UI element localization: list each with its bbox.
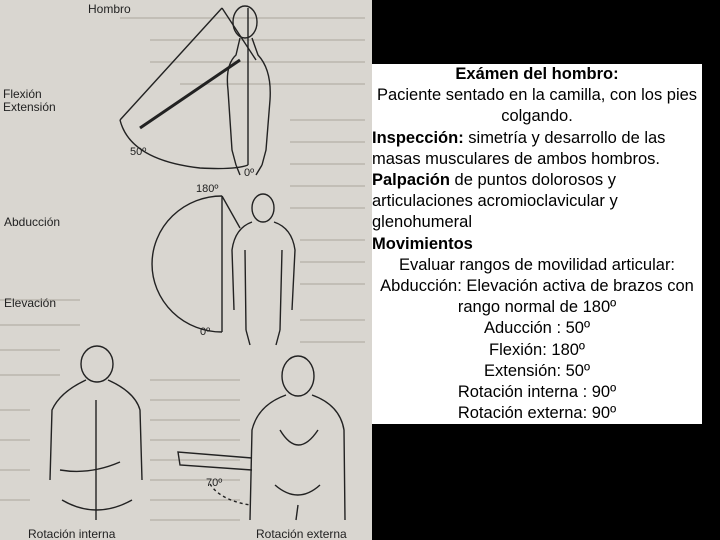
abduccion-line: Abducción: Elevación activa de brazos con rango normal de 180º (372, 276, 702, 318)
abduction-figure (152, 194, 295, 345)
inspeccion-text: simetría y desarrollo de las masas musculares de ambos hombros. (372, 128, 666, 168)
intro-paragraph: Paciente sentado en la camilla, con los pies colgando. (372, 85, 702, 127)
inspeccion-label: Inspección: (372, 128, 464, 147)
palpacion-text: de puntos dolorosos y articulaciones acromioclavicular y glenohumeral (372, 171, 618, 232)
degree-50: 50º (130, 146, 147, 158)
flexion-line: Flexión: 180º (372, 340, 702, 361)
slide-text-block (372, 64, 702, 424)
aduccion-line: Aducción : 50º (372, 318, 702, 339)
label-elevacion: Elevación (4, 296, 57, 310)
degree-180: 180º (196, 183, 219, 195)
label-flexion: Flexión (3, 87, 42, 101)
palpacion-label: Palpación (372, 171, 450, 190)
label-rotacion-interna: Rotación interna (28, 527, 116, 540)
degree-0-mid: 0º (200, 326, 211, 338)
movimientos-label: Movimientos (372, 234, 473, 253)
movimientos-heading (372, 234, 702, 255)
degree-70: 70º (206, 477, 223, 489)
label-extension: Extensión (3, 100, 56, 114)
inspeccion-paragraph (372, 128, 702, 170)
evaluar-line: Evaluar rangos de movilidad articular: (372, 255, 702, 276)
slide-text-panel (372, 0, 720, 540)
label-rotacion-externa: Rotación externa (256, 527, 347, 540)
slide-title-line (372, 64, 702, 85)
figure-title-hombro: Hombro (88, 2, 131, 16)
internal-rotation-figure (50, 346, 142, 520)
extension-line: Extensión: 50º (372, 361, 702, 382)
rot-externa-line: Rotación externa: 90º (372, 403, 702, 424)
slide-title: Exámen del hombro: (455, 65, 619, 83)
palpacion-paragraph (372, 170, 702, 234)
rot-interna-line: Rotación interna : 90º (372, 382, 702, 403)
label-abduccion: Abducción (4, 215, 61, 229)
degree-0-top: 0º (244, 167, 255, 179)
